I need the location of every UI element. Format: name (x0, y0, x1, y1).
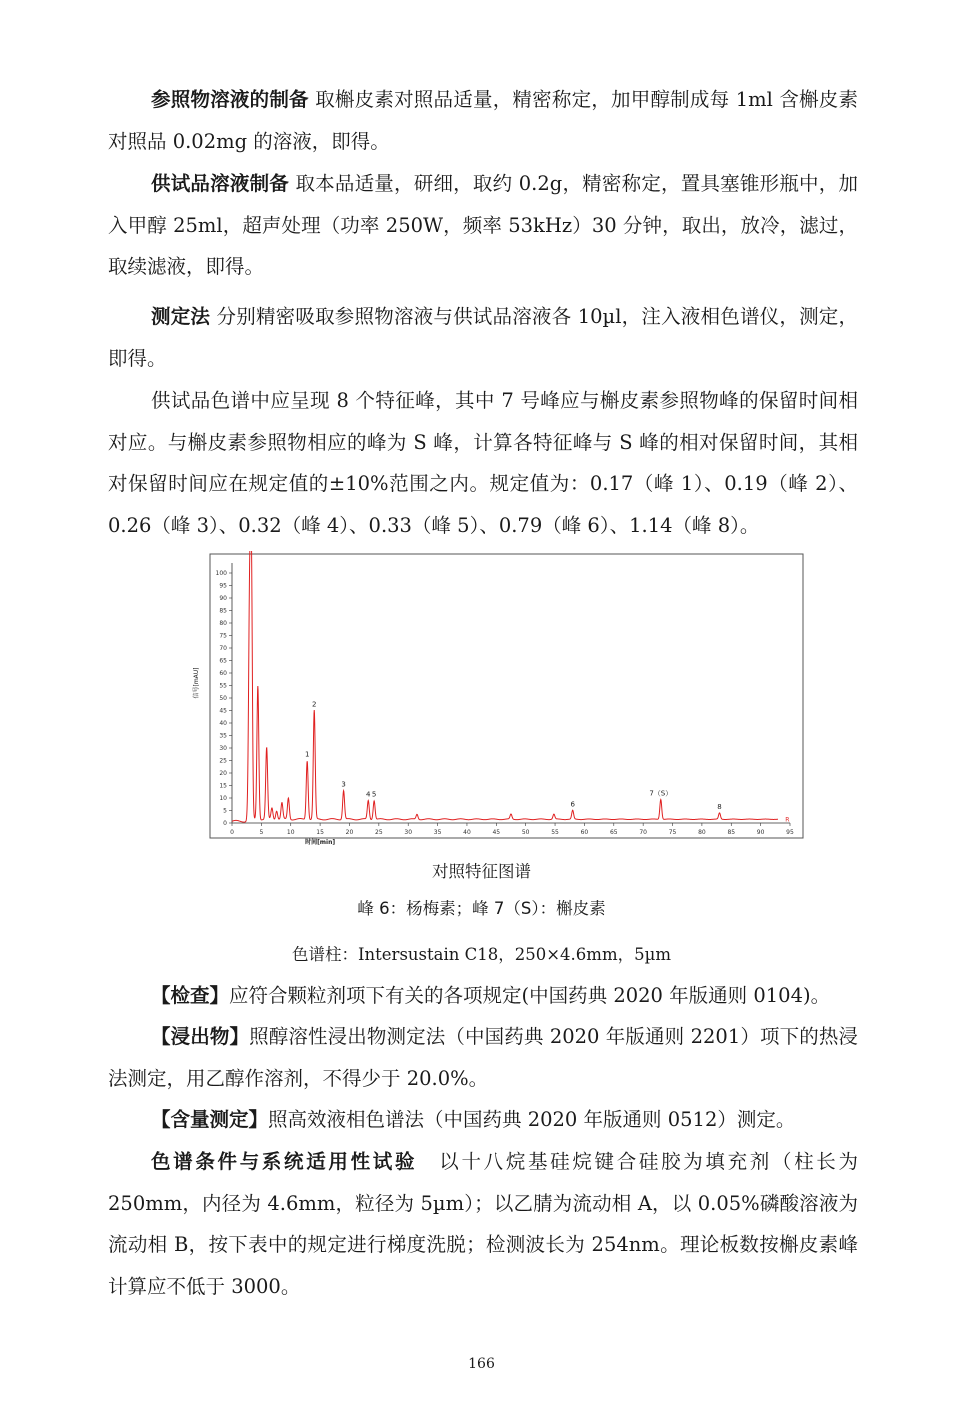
peak-label-7（S）: 7（S） (649, 789, 673, 798)
x-tick-label: 60 (580, 829, 589, 836)
paragraph-inspection (108, 975, 858, 1017)
peak-label-3: 3 (341, 780, 346, 789)
y-tick-label: 70 (219, 645, 227, 652)
peak-label-6: 6 (570, 800, 575, 809)
y-axis-label: 信号[mAU] (193, 667, 200, 699)
x-tick-label: 55 (551, 829, 559, 836)
y-tick-label: 50 (219, 695, 227, 702)
text-chromatographic-conditions: 以十八烷基硅烷键合硅胶为填充剂（柱长为 250mm，内径为 4.6mm，粒径为 5µm）；以乙腈为流动相 A，以 0.05%磷酸溶液为流动相 B，按下表中的规定进行梯度洗脱；检测波长为 254nm。理论板数按槲皮素峰计算应不低于 3000。 (108, 1150, 858, 1298)
y-tick-label: 100 (215, 570, 227, 577)
y-tick-label: 20 (219, 770, 227, 777)
x-tick-label: 25 (375, 829, 383, 836)
x-tick-label: 70 (639, 829, 647, 836)
heading-extractives: 【浸出物】 (151, 1025, 250, 1048)
peak-label-4: 4 (366, 790, 371, 799)
heading-method: 测定法 (151, 305, 211, 328)
y-tick-label: 65 (219, 657, 227, 665)
x-tick-label: 85 (727, 829, 736, 836)
x-tick-label: 10 (286, 829, 295, 836)
chromatogram-figure (190, 551, 810, 851)
y-tick-label: 35 (219, 732, 227, 740)
figure-caption: 对照特征图谱 (432, 862, 531, 881)
y-tick-label: 25 (219, 757, 227, 765)
paragraph-extractives (108, 1016, 858, 1099)
chart-frame (210, 554, 803, 838)
x-tick-label: 45 (492, 829, 501, 836)
y-tick-label: 10 (219, 795, 227, 802)
x-tick-label: 80 (698, 829, 706, 836)
text-assay: 照高效液相色谱法（中国药典 2020 年版通则 0512）测定。 (268, 1108, 796, 1131)
heading-test-solution: 供试品溶液制备 (151, 172, 290, 195)
y-tick-label: 75 (219, 632, 227, 640)
text-test-solution: 取本品适量，研细，取约 0.2g，精密称定，置具塞锥形瓶中，加入甲醇 25ml，超声处理（功率 250W，频率 53kHz）30 分钟，取出，放冷，滤过，取续滤液，即得。 (108, 172, 858, 278)
paragraph-reference-solution (108, 79, 858, 162)
y-tick-label: 60 (219, 670, 227, 677)
x-axis-label: 时间[min] (305, 839, 336, 846)
paragraph-assay (108, 1099, 858, 1141)
y-tick-label: 40 (219, 720, 227, 727)
paragraph-method (108, 296, 858, 379)
peak-label-1: 1 (304, 750, 310, 759)
paragraph-chromatographic-conditions (108, 1141, 858, 1307)
y-tick-label: 5 (223, 807, 227, 815)
x-tick-label: 95 (786, 829, 794, 836)
peak-label-8: 8 (717, 803, 722, 811)
y-tick-label: 90 (219, 595, 227, 602)
x-tick-label: 5 (259, 829, 264, 836)
y-tick-label: 30 (219, 745, 227, 752)
y-tick-label: 15 (219, 782, 227, 790)
x-tick-label: 90 (756, 829, 765, 836)
paragraph-test-solution (108, 163, 858, 288)
peak-label-5: 5 (371, 790, 377, 799)
peak-label-2: 2 (311, 700, 317, 709)
text-method: 分别精密吸取参照物溶液与供试品溶液各 10µl，注入液相色谱仪，测定，即得。 (108, 305, 858, 370)
x-tick-label: 0 (230, 829, 234, 836)
y-tick-label: 0 (223, 820, 227, 827)
text-peak-requirements: 供试品色谱中应呈现 8 个特征峰，其中 7 号峰应与槲皮素参照物峰的保留时间相对应。与槲皮素参照物相应的峰为 S 峰，计算各特征峰与 S 峰的相对保留时间，其相对保留时间应在规定值的±10%范围之内。规定值为：0.17（峰 1）、0.19（峰 2）、0.26（峰 3）、0.32（峰 4）、0.33（峰 5）、0.79（峰 6）、1.14（峰 8）。 (108, 389, 858, 537)
y-tick-label: 85 (219, 607, 227, 615)
heading-reference-solution: 参照物溶液的制备 (151, 88, 309, 111)
heading-inspection: 【检查】 (151, 984, 230, 1007)
text-inspection: 应符合颗粒剂项下有关的各项规定(中国药典 2020 年版通则 0104)。 (229, 984, 831, 1007)
figure-column-note: 色谱柱：Intersustain C18，250×4.6mm，5µm (292, 945, 671, 964)
series-line-trace (232, 551, 778, 822)
heading-chromatographic-conditions: 色谱条件与系统适用性试验 (151, 1150, 418, 1173)
y-tick-label: 95 (219, 582, 227, 590)
heading-assay: 【含量测定】 (151, 1108, 269, 1131)
x-tick-label: 40 (463, 829, 471, 836)
y-tick-label: 80 (219, 620, 227, 627)
y-tick-label: 45 (219, 707, 227, 715)
x-tick-label: 75 (668, 829, 677, 836)
y-tick-label: 55 (219, 682, 227, 690)
x-tick-label: 20 (345, 829, 354, 836)
x-tick-label: 35 (433, 829, 442, 836)
paragraph-peak-requirements (108, 380, 858, 546)
chromatogram-chart (190, 551, 810, 851)
text-extractives: 照醇溶性浸出物测定法（中国药典 2020 年版通则 2201）项下的热浸法测定，用乙醇作溶剂，不得少于 20.0%。 (108, 1025, 858, 1090)
text-reference-solution: 取槲皮素对照品适量，精密称定，加甲醇制成每 1ml 含槲皮素对照品 0.02mg 的溶液，即得。 (108, 88, 858, 153)
x-tick-label: 65 (609, 829, 618, 836)
figure-peak-note: 峰 6：杨梅素；峰 7（S）：槲皮素 (357, 899, 606, 918)
trace-end-label: R (785, 816, 790, 824)
page-number: 166 (468, 1356, 495, 1372)
x-tick-label: 50 (521, 829, 530, 836)
x-tick-label: 30 (404, 829, 413, 836)
x-tick-label: 15 (316, 829, 324, 836)
